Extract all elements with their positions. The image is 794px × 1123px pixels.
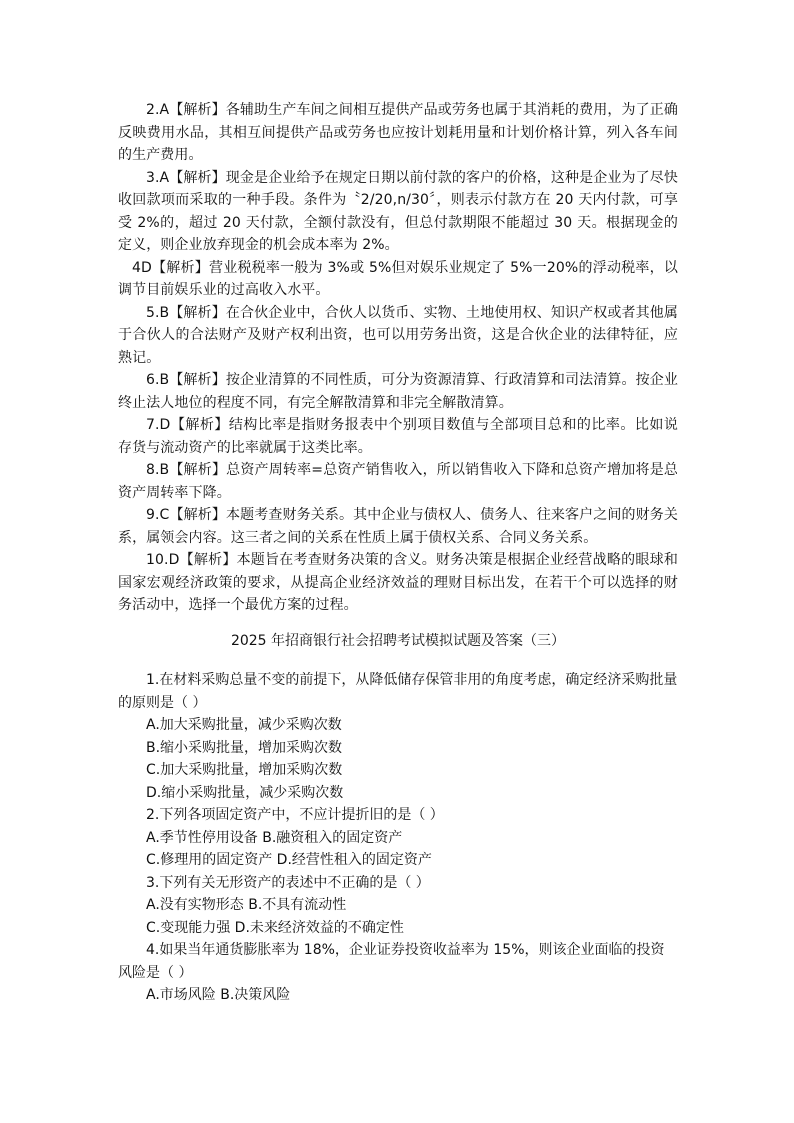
- question-option: C.变现能力强 D.未来经济效益的不确定性: [146, 919, 404, 936]
- explanation-9: 9.C【解析】本题考查财务关系。其中企业与债权人、债务人、往来客户之间的财务关系，属领会内容。这三者之间的关系在性质上属于债权关系、合同义务关系。: [118, 507, 678, 546]
- question-stem: 3.下列有关无形资产的表述中不正确的是（ ）: [146, 874, 430, 891]
- explanation-7: 7.D【解析】结构比率是指财务报表中个别项目数值与全部项目总和的比率。比如说存货与流动资产的比率就属于这类比率。: [118, 417, 678, 456]
- question-1: [118, 669, 678, 804]
- explanation-4: 4D【解析】营业税税率一般为 3%或 5%但对娱乐业规定了 5%一20%的浮动税率，以调节目前娱乐业的过高收入水平。: [118, 259, 678, 298]
- question-3: [118, 872, 678, 940]
- question-4: [118, 939, 678, 1007]
- explanations-block: [118, 99, 678, 617]
- question-option: A.没有实物形态 B.不具有流动性: [146, 897, 347, 913]
- question-option: C.修理用的固定资产 D.经营性租入的固定资产: [146, 852, 432, 868]
- question-option: D.缩小采购批量，减少采购次数: [146, 784, 344, 801]
- document-page: [118, 99, 678, 1007]
- question-option: A.季节性停用设备 B.融资租入的固定资产: [146, 829, 403, 846]
- question-stem: 4.如果当年通货膨胀率为 18%，企业证券投资收益率为 15%，则该企业面临的投资风险是（ ）: [118, 942, 665, 981]
- question-option: A.加大采购批量，减少采购次数: [146, 717, 342, 733]
- question-option: A.市场风险 B.决策风险: [146, 987, 291, 1003]
- explanation-5: 5.B【解析】在合伙企业中，合伙人以货币、实物、土地使用权、知识产权或者其他属于合伙人的合法财产及财产权利出资，也可以用劳务出资，这是合伙企业的法律特征，应熟记。: [118, 304, 678, 366]
- explanation-3: 3.A【解析】现金是企业给予在规定日期以前付款的客户的价格，这种是企业为了尽快收回款项而采取的一种手段。条件为〝2/20,n/30〞，则表示付款方在 20 天内付款，可享受 2%的，超过 20 天付款，全额付款没有，但总付款期限不能超过 30 天。根据现金的定义，则企业放弃现金的机会成本率为 2%。: [118, 169, 678, 253]
- questions-block: [118, 669, 678, 1007]
- explanation-6: 6.B【解析】按企业清算的不同性质，可分为资源清算、行政清算和司法清算。按企业终止法人地位的程度不同，有完全解散清算和非完全解散清算。: [118, 372, 678, 411]
- question-stem: 2.下列各项固定资产中，不应计提折旧的是（ ）: [146, 807, 444, 823]
- question-stem: 1.在材料采购总量不变的前提下，从降低储存保管非用的角度考虑，确定经济采购批量的原则是（ ）: [118, 672, 678, 711]
- question-option: B.缩小采购批量，增加采购次数: [146, 739, 343, 756]
- question-option: C.加大采购批量，增加采购次数: [146, 762, 343, 778]
- explanation-2: 2.A【解析】各辅助生产车间之间相互提供产品或劳务也属于其消耗的费用，为了正确反映费用水品，其相互间提供产品或劳务也应按计划耗用量和计划价格计算，列入各车间的生产费用。: [118, 102, 678, 163]
- explanation-10: 10.D【解析】本题旨在考查财务决策的含义。财务决策是根据企业经营战略的眼球和国家宏观经济政策的要求，从提高企业经济效益的理财目标出发，在若干个可以选择的财务活动中，选择一个最优方案的过程。: [118, 552, 678, 613]
- question-2: [118, 804, 678, 872]
- section-title: 2025 年招商银行社会招聘考试模拟试题及答案（三）: [230, 632, 566, 649]
- explanation-8: 8.B【解析】总资产周转率=总资产销售收入，所以销售收入下降和总资产增加将是总资产周转率下降。: [118, 462, 678, 501]
